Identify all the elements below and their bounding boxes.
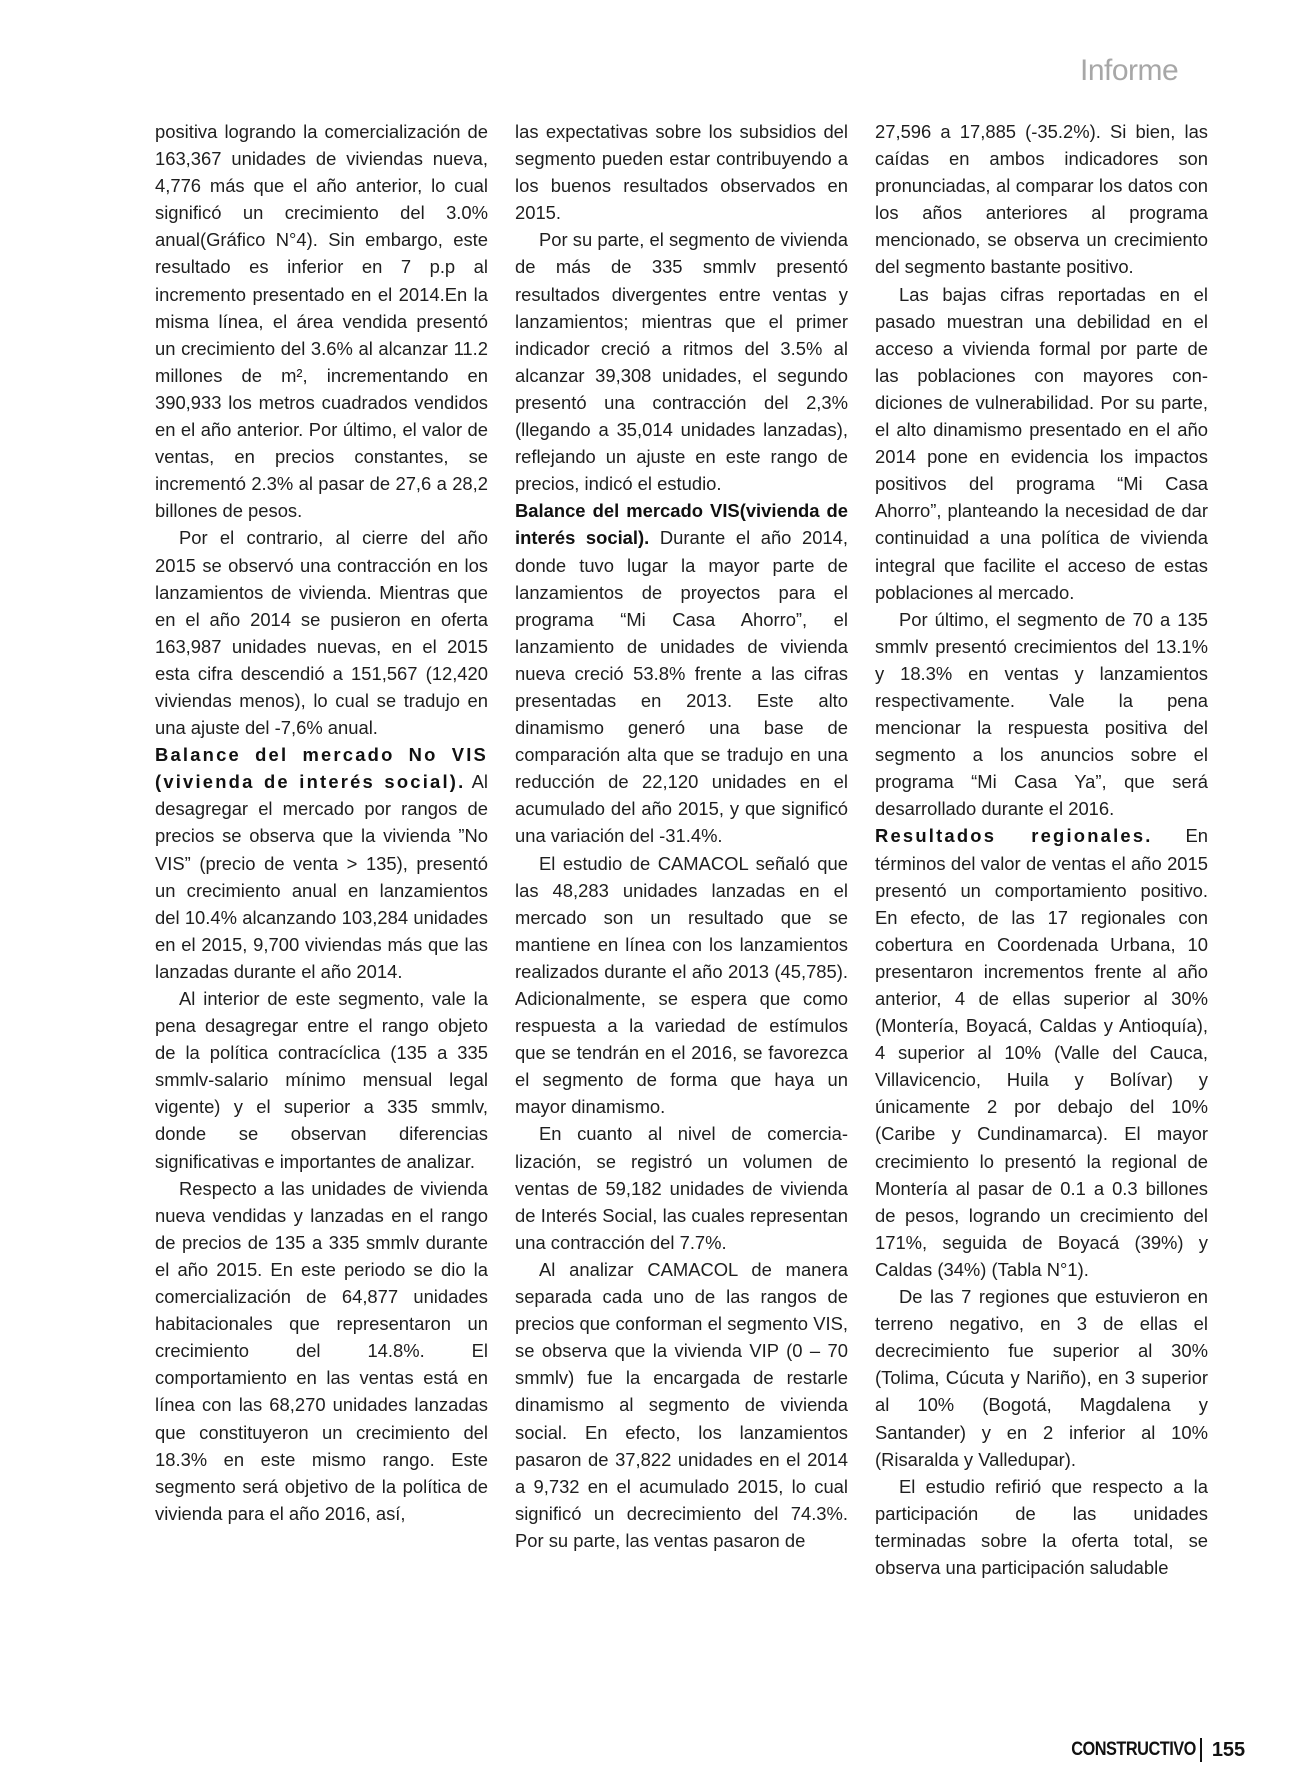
paragraph [515, 497, 848, 849]
paragraph [875, 822, 1208, 1283]
subheading: Resultados regionales. [875, 825, 1153, 847]
paragraph: De las 7 regiones que estuvieron en terreno negativo, en 3 de ellas el decrecimiento fue superior al 30% (Tolima, Cúcuta y Nariño), en 3 superior al 10% (Bogotá, Magdalena y Santander) y en 2 inferior al 10% (Risaralda y Valledupar). [875, 1286, 1208, 1470]
footer-divider [1200, 1738, 1202, 1762]
paragraph: El estudio de CAMACOL señaló que las 48,283 unidades lanzadas en el mercado son un resultado que se mantiene en línea con los lanzamientos realizados durante el año 2013 (45,785). Adicionalmente, se espera que como respuesta a la variedad de estímulos que se tendrán en el 2016, se favorezca el segmento de forma que haya un mayor dinamismo. [515, 852, 848, 1118]
magazine-name: CONSTRUCTIVO [1071, 1739, 1196, 1760]
paragraph: Por el contrario, al cierre del año 2015 se observó una contracción en los lanzamientos de vivienda. Mientras que en el año 2014 se pusieron en oferta 163,987 unidades nuevas, en el 2015 esta cifra descendió a 151,567 (12,420 viviendas menos), lo cual se tradujo en una ajuste del -7,6% anual. [155, 527, 488, 739]
paragraph: El estudio refirió que respecto a la participación de las unidades terminadas sobre la oferta total, se observa una participación saludable [875, 1475, 1208, 1578]
paragraph: las expectativas sobre los subsidios del segmento pueden estar contribuyendo a los buenos resultados observados en 2015. [515, 121, 848, 224]
paragraph-text: Durante el año 2014, donde tuvo lugar la mayor parte de lanzamientos de proyectos para el programa “Mi Casa Ahorro”, el lanzamiento de unidades de vivienda nueva creció 53.8% frente a las cifras presentadas en 2013. Este alto dinamismo generó una base de comparación alta que se tradujo en una reducción de 22,120 unidades en el acumulado del año 2015, y que significó una variación del -31.4%. [515, 527, 848, 847]
text-column-1 [155, 118, 488, 1527]
paragraph: Al interior de este segmento, vale la pena desagregar entre el rango objeto de la política contracíclica (135 a 335 smmlv-salario mínimo mensual legal vigente) y el superior a 335 smmlv, donde se observan diferencias significativas e importantes de analizar. [155, 988, 488, 1172]
section-label: Informe [1080, 54, 1179, 87]
paragraph: Las bajas cifras reportadas en el pasado muestran una debilidad en el acceso a vivienda formal por parte de las poblaciones con mayores condiciones de vulnerabilidad. Por su parte, el alto dinamismo presentado en el año 2014 pone en evidencia los impactos positivos del programa “Mi Casa Ahorro”, planteando la necesidad de dar continuidad a una política de vivienda integral que facilite el acceso de estas poblaciones al mercado. [875, 283, 1208, 603]
text-column-3 [875, 118, 1208, 1581]
text-column-2 [515, 118, 848, 1554]
page-footer [1051, 1735, 1245, 1765]
subheading: Balance del mercado No VIS (vivienda de interés social). [155, 744, 488, 793]
paragraph: Por su parte, el segmento de vivienda de más de 335 smmlv presentó resultados divergentes entre ventas y lanzamientos; mientras que el primer indicador creció a ritmos del 3.5% al alcanzar 39,308 unidades, el segundo presentó una contracción del 2,3% (llegando a 35,014 unidades lanzadas), reflejando un ajuste en este rango de precios, indicó el estudio. [515, 229, 848, 495]
paragraph: Respecto a las unidades de vivienda nueva vendidas y lanzadas en el rango de precios de 135 a 335 smmlv durante el año 2015. En este periodo se dio la comercialización de 64,877 unidades habitacionales que representaron un crecimiento del 14.8%. El comportamiento en las ventas está en línea con las 68,270 unidades lanzadas que constituyeron un crecimiento del 18.3% en este mismo rango. Este segmento será objetivo de la política de vivienda para el año 2016, así, [155, 1177, 488, 1524]
paragraph [155, 741, 488, 985]
paragraph: En cuanto al nivel de comercialización, se registró un volumen de ventas de 59,182 unidades de vivienda de Interés Social, las cuales representan una contracción del 7.7%. [515, 1123, 848, 1253]
paragraph-text: Al desagregar el mercado por rangos de precios se observa que la vivienda ”No VIS” (precio de venta > 135), presentó un crecimiento anual en lanzamientos del 10.4% alcanzando 103,284 unidades en el 2015, 9,700 viviendas más que las lanzadas durante el año 2014. [155, 771, 488, 982]
page-number: 155 [1211, 1738, 1246, 1761]
paragraph: 27,596 a 17,885 (-35.2%). Si bien, las caídas en ambos indicadores son pronunciadas, al comparar los datos con los años anteriores al programa mencionado, se observa un crecimiento del segmento bastante positivo. [875, 121, 1208, 278]
paragraph: positiva logrando la comercialización de 163,367 unidades de viviendas nueva, 4,776 más que el año anterior, lo cual significó un crecimiento del 3.0% anual(Gráfico N°4). Sin embargo, este resultado es inferior en 7 p.p al incremento presentado en el 2014.En la misma línea, el área vendida presentó un crecimiento del 3.6% al alcanzar 11.2 millones de m², incrementando en 390,933 los metros cuadrados vendidos en el año anterior. Por último, el valor de ventas, en precios constantes, se incrementó 2.3% al pasar de 27,6 a 28,2 billones de pesos. [155, 121, 488, 522]
paragraph-text: En términos del valor de ventas el año 2015 presentó un comportamiento positivo. En efecto, de las 17 regionales con cobertura en Coordenada Urbana, 10 presentaron incrementos frente al año anterior, 4 de ellas superior al 30% (Montería, Boyacá, Caldas y Antioquía), 4 superior al 10% (Valle del Cauca, Villavicencio, Huila y Bolívar) y únicamente 2 por debajo del 10% (Caribe y Cundinamarca). El mayor crecimiento lo presentó la regional de Montería al pasar de 0.1 a 0.3 billones de pesos, logrando un crecimiento del 171%, seguida de Boyacá (39%) y Caldas (34%) (Tabla N°1). [875, 825, 1208, 1280]
subheading: Balance del mercado VIS(vivienda de interés social). [515, 500, 848, 549]
paragraph: Al analizar CAMACOL de manera separada cada uno de las rangos de precios que conforman el segmento VIS, se observa que la vivienda VIP (0 – 70 smmlv) fue la encargada de restarle dinamismo al segmento de vivienda social. En efecto, los lanzamientos pasaron de 37,822 unidades en el 2014 a 9,732 en el acumulado 2015, lo cual significó un decrecimiento del 74.3%. Por su parte, las ventas pasaron de [515, 1258, 848, 1551]
paragraph: Por último, el segmento de 70 a 135 smmlv presentó crecimientos del 13.1% y 18.3% en ventas y lanzamientos respectivamente. Vale la pena mencionar la respuesta positiva del segmento a los anuncios sobre el programa “Mi Casa Ya”, que será desarrollado durante el 2016. [875, 608, 1208, 820]
